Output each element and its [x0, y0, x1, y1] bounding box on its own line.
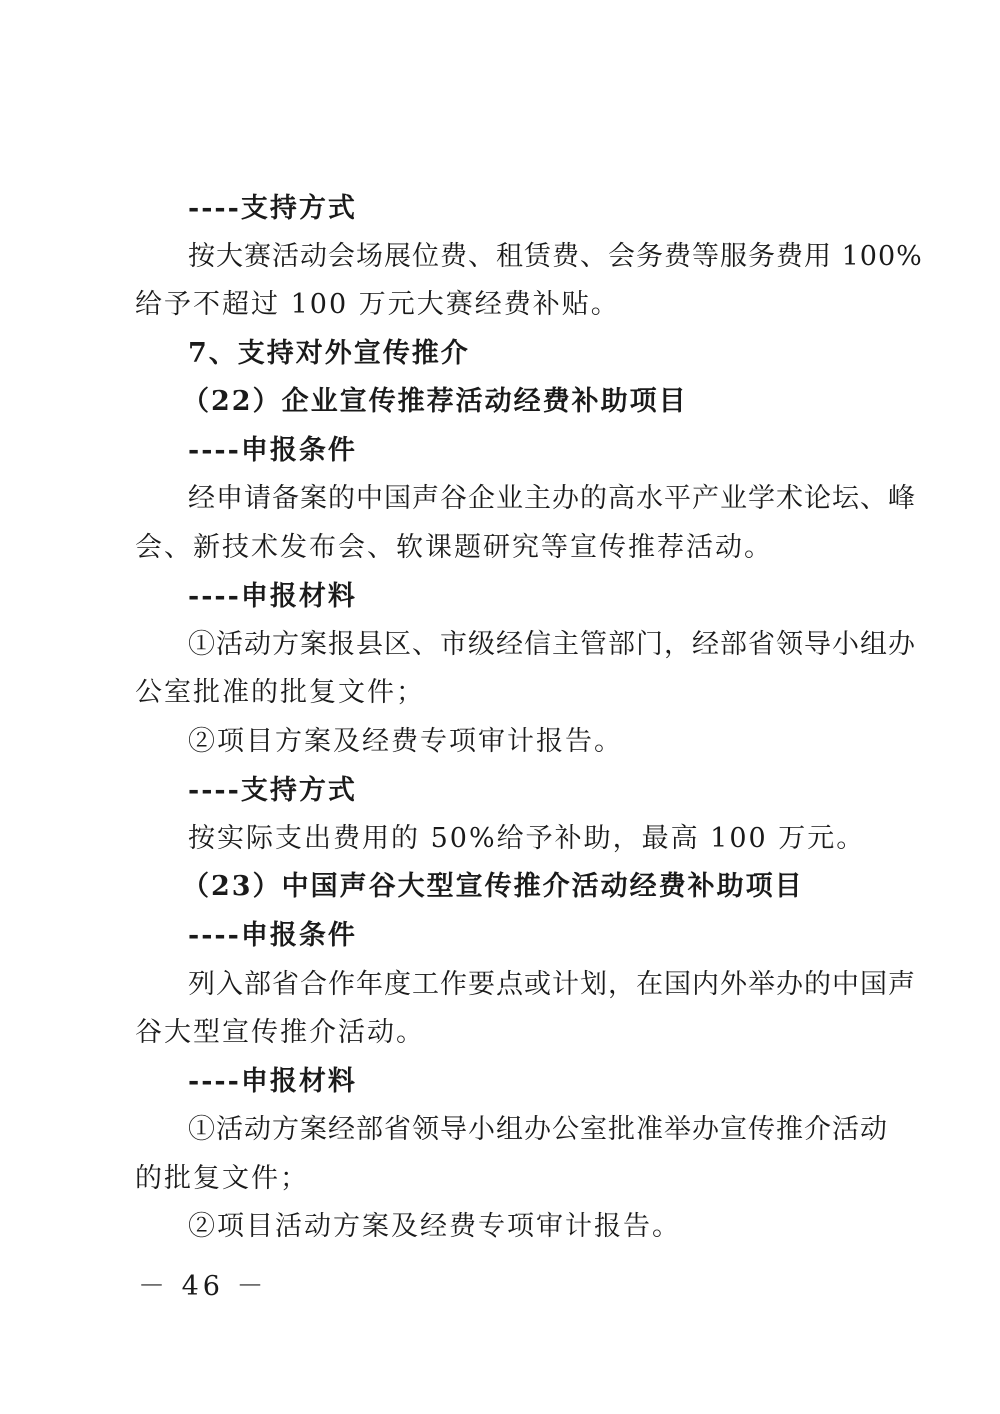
page-number: － 46 －: [138, 1271, 268, 1302]
body-text: 经申请备案的中国声谷企业主办的高水平产业学术论坛、峰: [188, 483, 916, 514]
support-method-heading: ----支持方式: [188, 775, 357, 806]
conditions-heading: ----申报条件: [188, 435, 357, 466]
body-text: 谷大型宣传推介活动。: [135, 1017, 425, 1048]
materials-heading: ----申报材料: [188, 581, 357, 612]
body-text: 给予不超过 100 万元大赛经费补贴。: [135, 289, 620, 320]
conditions-heading: ----申报条件: [188, 920, 357, 951]
materials-heading: ----申报材料: [188, 1066, 357, 1097]
body-text: 公室批准的批复文件；: [135, 677, 425, 708]
body-text: ①活动方案经部省领导小组办公室批准举办宣传推介活动: [188, 1114, 888, 1145]
body-text: 会、新技术发布会、软课题研究等宣传推荐活动。: [135, 532, 773, 563]
body-text: ②项目方案及经费专项审计报告。: [188, 726, 623, 757]
body-text: 按实际支出费用的 50%给予补助，最高 100 万元。: [188, 823, 866, 854]
item-heading: （23）中国声谷大型宣传推介活动经费补助项目: [182, 871, 804, 902]
section-heading: 7、支持对外宣传推介: [188, 338, 470, 369]
body-text: 的批复文件；: [135, 1163, 309, 1194]
body-text: 按大赛活动会场展位费、租赁费、会务费等服务费用 100%: [188, 241, 923, 272]
support-method-heading: ----支持方式: [188, 193, 357, 224]
body-text: 列入部省合作年度工作要点或计划，在国内外举办的中国声: [188, 969, 916, 1000]
body-text: ②项目活动方案及经费专项审计报告。: [188, 1211, 681, 1242]
item-heading: （22）企业宣传推荐活动经费补助项目: [182, 386, 688, 417]
body-text: ①活动方案报县区、市级经信主管部门，经部省领导小组办: [188, 629, 916, 660]
